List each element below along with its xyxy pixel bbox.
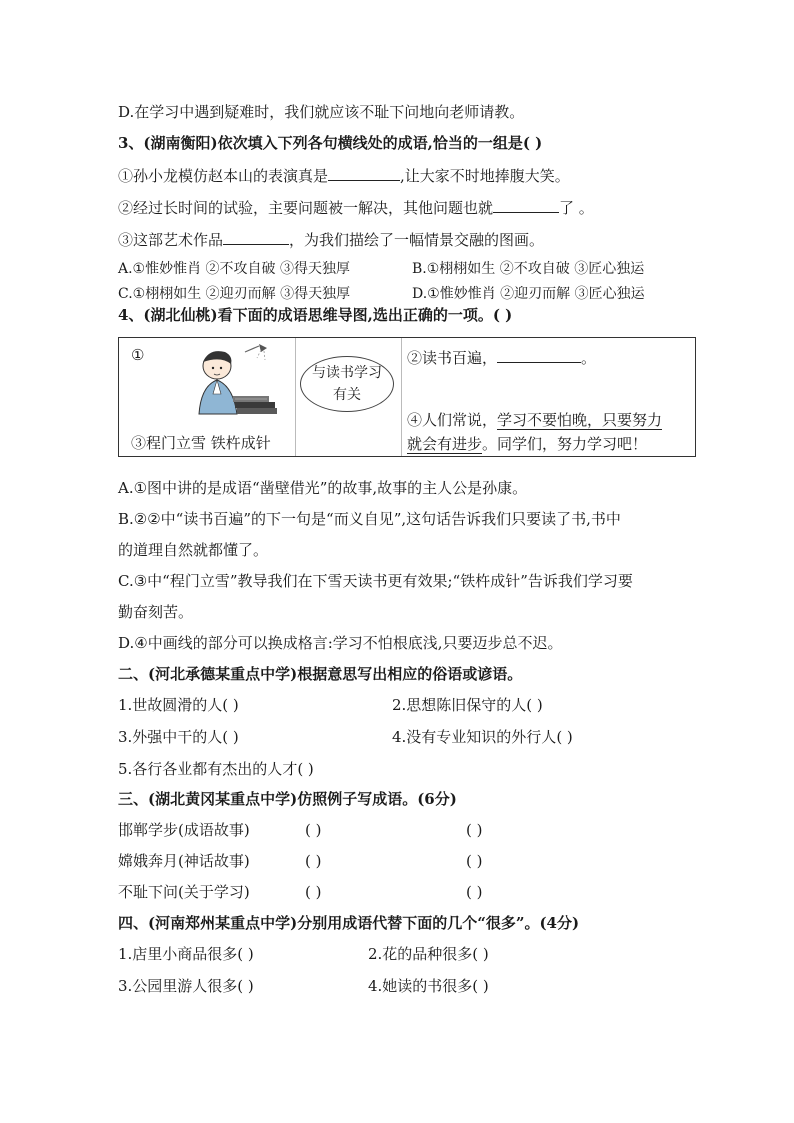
section-2-item-3: 3.外强中干的人( ) bbox=[118, 728, 239, 746]
diagram-center-line-1: 与读书学习 bbox=[312, 365, 382, 381]
section-4-item-3: 3.公园里游人很多( ) bbox=[118, 977, 254, 995]
q4-option-a: A.①图中讲的是成语“凿壁借光”的故事,故事的主人公是孙康。 bbox=[118, 479, 528, 497]
section-3-row-2-blank-2[interactable]: ( ) bbox=[466, 852, 483, 870]
q3-option-d: D.①惟妙惟肖 ②迎刃而解 ③匠心独运 bbox=[412, 286, 645, 302]
diagram-divider bbox=[295, 338, 296, 456]
diagram-cell-4-underlined-2: 就会有进步 bbox=[407, 435, 483, 453]
q3-blank-1[interactable] bbox=[328, 164, 400, 181]
section-3-row-3-label: 不耻下问(关于学习) bbox=[118, 883, 250, 901]
q4-option-c-line-1: C.③中“程门立雪”教导我们在下雪天读书更有效果;“铁杵成针”告诉我们学习要 bbox=[118, 572, 633, 590]
q3-sentence-3 bbox=[118, 228, 544, 250]
diagram-cell-4-underlined-1: 学习不要怕晚，只要努力 bbox=[497, 411, 663, 429]
mind-map-diagram bbox=[118, 337, 696, 457]
diagram-cell-2-blank[interactable] bbox=[497, 346, 581, 363]
section-2-heading: 二、(河北承德某重点中学)根据意思写出相应的俗语或谚语。 bbox=[118, 665, 523, 683]
section-4-heading: 四、(河南郑州某重点中学)分别用成语代替下面的几个“很多”。(4分) bbox=[118, 914, 580, 932]
diagram-center-oval bbox=[300, 356, 394, 412]
q3-s1-pre: ①孙小龙模仿赵本山的表演真是 bbox=[118, 167, 329, 185]
section-4-item-2: 2.花的品种很多( ) bbox=[368, 945, 489, 963]
section-3-row-2-label: 嫦娥奔月(神话故事) bbox=[118, 852, 250, 870]
section-4-item-1: 1.店里小商品很多( ) bbox=[118, 945, 254, 963]
section-3-row-1-blank-2[interactable]: ( ) bbox=[466, 821, 483, 839]
diagram-cell-2-pre: ②读书百遍， bbox=[407, 349, 498, 367]
q3-s3-pre: ③这部艺术作品 bbox=[118, 231, 224, 249]
q3-option-c: C.①栩栩如生 ②迎刃而解 ③得天独厚 bbox=[118, 286, 351, 302]
section-2-item-1: 1.世故圆滑的人( ) bbox=[118, 696, 239, 714]
diagram-center-line-2: 有关 bbox=[333, 387, 361, 403]
diagram-cell-2 bbox=[407, 346, 596, 368]
section-3-heading: 三、(湖北黄冈某重点中学)仿照例子写成语。(6分) bbox=[118, 790, 457, 808]
q4-option-b-line-1: B.②②中“读书百遍”的下一句是“而义自见”,这句话告诉我们只要读了书,书中 bbox=[118, 510, 621, 528]
q3-option-b: B.①栩栩如生 ②不攻自破 ③匠心独运 bbox=[412, 261, 645, 277]
section-3-row-1-label: 邯郸学步(成语故事) bbox=[118, 821, 250, 839]
section-2-item-4: 4.没有专业知识的外行人( ) bbox=[392, 728, 573, 746]
diagram-divider-right bbox=[401, 338, 402, 456]
q3-s3-post: ，为我们描绘了一幅情景交融的图画。 bbox=[289, 231, 545, 249]
q4-option-d: D.④中画线的部分可以换成格言:学习不怕根底浅,只要迈步总不迟。 bbox=[118, 634, 563, 652]
q3-stem: 3、(湖南衡阳)依次填入下列各句横线处的成语,恰当的一组是( ) bbox=[118, 134, 543, 152]
q4-option-b-line-2: 的道理自然就都懂了。 bbox=[118, 541, 269, 559]
section-2-item-5: 5.各行各业都有杰出的人才( ) bbox=[118, 760, 314, 778]
section-3-row-2-blank-1[interactable]: ( ) bbox=[305, 852, 322, 870]
q4-option-c-line-2: 勤奋刻苦。 bbox=[118, 603, 194, 621]
diagram-cell-4 bbox=[407, 408, 662, 456]
section-3-row-3-blank-1[interactable]: ( ) bbox=[305, 883, 322, 901]
diagram-cell-3: ③程门立雪 铁杵成针 bbox=[131, 434, 271, 452]
section-3-row-1-blank-1[interactable]: ( ) bbox=[305, 821, 322, 839]
section-4-item-4: 4.她读的书很多( ) bbox=[368, 977, 489, 995]
q3-s2-pre: ②经过长时间的试验，主要问题被一解决，其他问题也就 bbox=[118, 199, 494, 217]
q3-blank-2[interactable] bbox=[493, 196, 559, 213]
q3-s1-post: ,让大家不时地捧腹大笑。 bbox=[400, 167, 570, 185]
diagram-cell-4-pre: ④人们常说， bbox=[407, 411, 498, 429]
section-3-row-3-blank-2[interactable]: ( ) bbox=[466, 883, 483, 901]
diagram-cell-1-label: ① bbox=[131, 346, 145, 364]
q1-option-d: D.在学习中遇到疑难时，我们就应该不耻下问地向老师请教。 bbox=[118, 103, 525, 121]
q3-sentence-2 bbox=[118, 196, 594, 218]
reading-scholar-illustration bbox=[149, 342, 289, 422]
diagram-cell-4-post: 。同学们，努力学习吧！ bbox=[482, 435, 648, 453]
q3-s2-post: 了 。 bbox=[559, 199, 594, 217]
q3-option-a: A.①惟妙惟肖 ②不攻自破 ③得天独厚 bbox=[118, 261, 351, 277]
q3-sentence-1 bbox=[118, 164, 570, 186]
q4-stem: 4、(湖北仙桃)看下面的成语思维导图,选出正确的一项。( ) bbox=[118, 306, 513, 324]
section-2-item-2: 2.思想陈旧保守的人( ) bbox=[392, 696, 543, 714]
diagram-cell-2-post: 。 bbox=[581, 349, 597, 367]
q3-blank-3[interactable] bbox=[223, 228, 289, 245]
